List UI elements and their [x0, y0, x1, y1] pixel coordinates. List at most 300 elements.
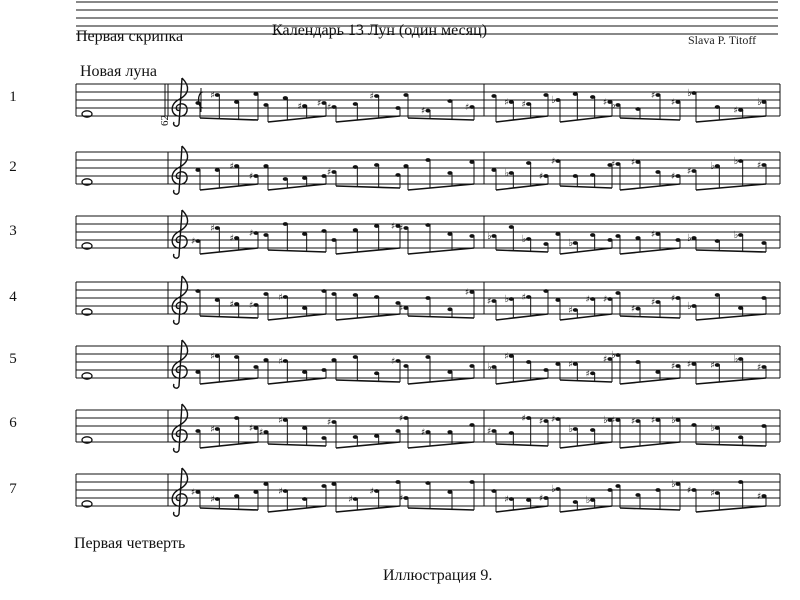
treble-clef-icon — [172, 340, 187, 388]
note-beam — [696, 184, 766, 190]
note-beam — [336, 248, 400, 254]
note-head — [195, 289, 200, 293]
note-head — [215, 427, 220, 431]
sharp-icon: ♯ — [611, 160, 616, 170]
note-head — [607, 488, 612, 492]
note-head — [395, 359, 400, 363]
note-head — [321, 289, 326, 293]
flat-icon: ♭ — [568, 424, 574, 435]
note-head — [215, 354, 220, 358]
treble-clef-icon — [172, 276, 187, 324]
note-head — [253, 490, 258, 494]
flat-icon: ♭ — [585, 495, 591, 506]
note-head — [469, 290, 474, 294]
note-head — [283, 359, 288, 363]
note-head — [469, 423, 474, 427]
sharp-icon: ♯ — [210, 352, 215, 362]
note-head — [321, 436, 326, 440]
note-head — [425, 430, 430, 434]
note-beam — [408, 316, 474, 318]
note-head — [447, 307, 452, 311]
note-head — [691, 236, 696, 240]
note-head — [590, 371, 595, 375]
note-head — [675, 238, 680, 242]
sharp-icon: ♯ — [465, 103, 470, 113]
note-head — [331, 482, 336, 486]
note-head — [691, 488, 696, 492]
sharp-icon: ♯ — [399, 224, 404, 234]
note-head — [761, 296, 766, 300]
note-head — [283, 96, 288, 100]
note-beam — [336, 442, 400, 448]
note-head — [555, 487, 560, 491]
sharp-icon: ♯ — [651, 298, 656, 308]
note-head — [403, 306, 408, 310]
sharp-icon: ♯ — [391, 222, 396, 232]
note-beam — [496, 378, 548, 384]
note-head — [526, 416, 531, 420]
note-head — [302, 232, 307, 236]
note-beam — [620, 378, 680, 384]
sharp-icon: ♯ — [210, 425, 215, 435]
sharp-icon: ♯ — [671, 362, 676, 372]
flat-icon: ♭ — [733, 230, 739, 241]
note-head — [573, 241, 578, 245]
note-head — [761, 424, 766, 428]
note-head — [302, 306, 307, 310]
note-head — [526, 161, 531, 165]
note-head — [253, 174, 258, 178]
note-head — [615, 291, 620, 295]
note-head — [425, 481, 430, 485]
sharp-icon: ♯ — [631, 158, 636, 168]
note-head — [302, 497, 307, 501]
note-head — [215, 168, 220, 172]
note-beam — [560, 380, 612, 382]
sharp-icon: ♯ — [603, 98, 608, 108]
sharp-icon: ♯ — [631, 417, 636, 427]
note-head — [675, 174, 680, 178]
sharp-icon: ♯ — [603, 355, 608, 365]
note-head — [447, 370, 452, 374]
sharp-icon: ♯ — [278, 416, 283, 426]
note-beam — [408, 248, 474, 254]
note-beam — [620, 442, 680, 448]
row-number: 5 — [9, 351, 17, 367]
note-head — [283, 222, 288, 226]
sharp-icon: ♯ — [585, 295, 591, 305]
sharp-icon: ♯ — [191, 237, 196, 247]
sharp-icon: ♯ — [551, 415, 556, 425]
sharp-icon: ♯ — [551, 157, 556, 167]
note-head — [573, 427, 578, 431]
note-head — [509, 297, 514, 301]
note-head — [590, 428, 595, 432]
note-head — [302, 176, 307, 180]
flat-icon: ♭ — [551, 484, 556, 495]
instrument-part-label: Первая скрипка — [76, 28, 184, 45]
sharp-icon: ♯ — [757, 363, 762, 373]
sharp-icon: ♯ — [229, 300, 235, 310]
note-head — [509, 171, 514, 175]
sharp-icon: ♯ — [229, 162, 235, 172]
sharp-icon: ♯ — [687, 167, 692, 177]
flat-icon: ♭ — [687, 301, 692, 312]
sharp-icon: ♯ — [421, 428, 426, 438]
note-head — [691, 423, 696, 427]
note-beam — [200, 442, 258, 448]
flat-icon: ♭ — [687, 233, 692, 244]
moon-phase-label-top: Новая луна — [80, 63, 158, 80]
note-head — [615, 234, 620, 238]
sharp-icon: ♯ — [249, 424, 254, 434]
sharp-icon: ♯ — [210, 224, 215, 234]
note-head — [195, 370, 200, 374]
note-head — [353, 165, 358, 169]
sharp-icon: ♯ — [671, 294, 676, 304]
sharp-icon: ♯ — [733, 106, 739, 116]
author-name: Slava P. Titoff — [688, 33, 757, 47]
treble-clef-icon — [172, 146, 187, 194]
note-head — [555, 417, 560, 421]
note-head — [573, 362, 578, 366]
note-head — [321, 229, 326, 233]
note-head — [691, 362, 696, 366]
sharp-icon: ♯ — [611, 416, 616, 426]
note-head — [195, 239, 200, 243]
note-head — [353, 102, 358, 106]
note-head — [395, 106, 400, 110]
note-beam — [268, 250, 326, 252]
note-head — [353, 228, 358, 232]
note-head — [234, 100, 239, 104]
note-beam — [408, 508, 474, 510]
figure-caption: Иллюстрация 9. — [383, 567, 493, 584]
note-beam — [620, 316, 680, 318]
note-head — [321, 174, 326, 178]
sharp-icon: ♯ — [259, 428, 264, 438]
note-head — [253, 303, 258, 307]
sharp-icon: ♯ — [687, 360, 692, 370]
note-head — [215, 298, 220, 302]
note-head — [543, 174, 548, 178]
flat-icon: ♭ — [521, 234, 527, 245]
sharp-icon: ♯ — [421, 106, 426, 117]
note-head — [403, 164, 408, 168]
note-beam — [560, 506, 612, 512]
note-head — [321, 101, 326, 105]
note-beam — [268, 506, 326, 512]
note-head — [253, 426, 258, 430]
note-head — [715, 105, 720, 109]
note-head — [573, 174, 578, 178]
note-head — [234, 355, 239, 359]
flat-icon: ♭ — [504, 294, 510, 305]
note-head — [215, 93, 220, 97]
note-head — [761, 365, 766, 369]
note-head — [374, 224, 379, 228]
note-head — [263, 358, 268, 362]
note-head — [253, 92, 258, 96]
note-head — [555, 362, 560, 366]
note-head — [447, 232, 452, 236]
note-head — [555, 159, 560, 163]
note-head — [263, 430, 268, 434]
note-head — [353, 355, 358, 359]
sharp-icon: ♯ — [327, 103, 332, 113]
moon-phase-label-bottom: Первая четверть — [74, 535, 186, 552]
note-head — [302, 426, 307, 430]
note-head — [526, 102, 531, 106]
note-head — [655, 370, 660, 374]
sharp-icon: ♯ — [297, 102, 303, 112]
note-head — [615, 484, 620, 488]
note-head — [715, 239, 720, 243]
note-head — [469, 234, 474, 238]
note-beam — [268, 378, 326, 384]
note-head — [655, 418, 660, 422]
note-head — [395, 429, 400, 433]
note-head — [655, 488, 660, 492]
sharp-icon: ♯ — [539, 417, 544, 427]
note-head — [509, 225, 514, 229]
note-beam — [496, 250, 548, 252]
sharp-icon: ♯ — [710, 489, 715, 499]
note-head — [738, 233, 743, 237]
note-head — [615, 162, 620, 166]
flat-icon: ♭ — [687, 88, 692, 99]
note-head — [761, 494, 766, 498]
sharp-icon: ♯ — [687, 486, 692, 496]
note-head — [447, 171, 452, 175]
sharp-icon: ♯ — [229, 234, 235, 244]
note-beam — [200, 184, 258, 190]
note-head — [374, 163, 379, 167]
note-head — [374, 371, 379, 375]
note-head — [590, 233, 595, 237]
note-beam — [560, 116, 612, 122]
sharp-icon: ♯ — [399, 304, 404, 314]
note-head — [635, 107, 640, 111]
sharp-icon: ♯ — [399, 494, 404, 504]
note-beam — [268, 116, 326, 122]
note-beam — [200, 118, 258, 120]
note-head — [655, 170, 660, 174]
sharp-icon: ♯ — [539, 172, 544, 182]
note-beam — [696, 116, 766, 122]
sharp-icon: ♯ — [278, 357, 283, 367]
note-beam — [620, 508, 680, 510]
note-head — [543, 368, 548, 372]
sharp-icon: ♯ — [278, 487, 283, 497]
note-head — [607, 297, 612, 301]
note-head — [738, 435, 743, 439]
note-head — [761, 241, 766, 245]
note-head — [469, 480, 474, 484]
note-beam — [200, 316, 258, 318]
note-head — [655, 300, 660, 304]
sharp-icon: ♯ — [651, 230, 656, 240]
note-head — [738, 357, 743, 361]
note-head — [543, 496, 548, 500]
note-beam — [496, 314, 548, 320]
note-beam — [496, 444, 548, 446]
note-head — [234, 494, 239, 498]
sharp-icon: ♯ — [369, 487, 375, 497]
note-head — [403, 496, 408, 500]
note-beam — [336, 116, 400, 122]
note-head — [491, 234, 496, 238]
sharp-icon: ♯ — [249, 301, 254, 311]
flat-icon: ♭ — [733, 156, 739, 167]
note-head — [425, 296, 430, 300]
note-head — [675, 418, 680, 422]
note-head — [526, 498, 531, 502]
sharp-icon: ♯ — [671, 98, 676, 108]
note-beam — [268, 314, 326, 320]
note-head — [509, 497, 514, 501]
note-head — [635, 307, 640, 311]
note-head — [526, 237, 531, 241]
sharp-icon: ♯ — [191, 488, 196, 498]
note-head — [573, 500, 578, 504]
note-head — [590, 95, 595, 99]
note-head — [675, 482, 680, 486]
row-number: 1 — [9, 89, 17, 105]
note-head — [691, 304, 696, 308]
note-head — [573, 92, 578, 96]
note-head — [526, 360, 531, 364]
sharp-icon: ♯ — [249, 172, 254, 182]
note-head — [425, 355, 430, 359]
treble-clef-icon — [172, 404, 187, 452]
note-head — [215, 226, 220, 230]
note-head — [374, 295, 379, 299]
flat-icon: ♭ — [611, 100, 616, 111]
row-number: 4 — [9, 289, 17, 305]
note-head — [491, 365, 496, 369]
sharp-icon: ♯ — [568, 360, 573, 370]
sharp-icon: ♯ — [521, 414, 527, 424]
note-head — [738, 159, 743, 163]
flat-icon: ♭ — [710, 161, 716, 172]
note-head — [353, 497, 358, 501]
note-head — [615, 103, 620, 107]
note-beam — [696, 314, 766, 320]
note-head — [715, 426, 720, 430]
note-head — [331, 238, 336, 242]
sharp-icon: ♯ — [631, 304, 636, 315]
flat-icon: ♭ — [487, 231, 492, 242]
note-head — [263, 482, 268, 486]
note-head — [331, 105, 336, 109]
flat-icon: ♭ — [671, 415, 676, 426]
note-head — [526, 295, 531, 299]
note-head — [509, 354, 514, 358]
note-beam — [620, 184, 680, 190]
note-head — [321, 368, 326, 372]
note-head — [195, 168, 200, 172]
note-head — [555, 232, 560, 236]
note-head — [615, 353, 620, 357]
note-head — [635, 493, 640, 497]
note-head — [615, 418, 620, 422]
note-head — [738, 108, 743, 112]
note-head — [321, 484, 326, 488]
note-head — [543, 289, 548, 293]
note-head — [491, 299, 496, 303]
note-head — [543, 93, 548, 97]
note-head — [715, 164, 720, 168]
note-head — [283, 418, 288, 422]
note-head — [195, 490, 200, 494]
treble-clef-icon — [172, 78, 187, 126]
sharp-icon: ♯ — [504, 495, 509, 505]
flat-icon: ♭ — [568, 238, 574, 249]
note-head — [655, 232, 660, 236]
note-head — [195, 101, 200, 105]
sharp-icon: ♯ — [521, 293, 527, 303]
note-head — [195, 429, 200, 433]
note-head — [447, 430, 452, 434]
note-head — [675, 100, 680, 104]
note-beam — [336, 506, 400, 512]
sharp-icon: ♯ — [603, 295, 608, 305]
flat-icon: ♭ — [671, 479, 676, 490]
note-head — [234, 164, 239, 168]
sharp-icon: ♯ — [585, 369, 591, 380]
sharp-icon: ♯ — [327, 418, 332, 428]
note-head — [715, 363, 720, 367]
sharp-icon: ♯ — [504, 98, 509, 108]
sharp-icon: ♯ — [671, 172, 676, 182]
note-beam — [560, 442, 612, 448]
note-head — [691, 169, 696, 173]
note-head — [253, 365, 258, 369]
note-head — [215, 497, 220, 501]
note-head — [263, 103, 268, 107]
note-head — [491, 94, 496, 98]
note-head — [425, 158, 430, 162]
sharp-icon: ♯ — [487, 297, 492, 307]
sharp-icon: ♯ — [327, 168, 332, 178]
note-beam — [200, 378, 258, 384]
note-head — [253, 231, 258, 235]
sharp-icon: ♯ — [369, 92, 375, 102]
sharp-icon: ♯ — [757, 161, 762, 171]
note-head — [395, 173, 400, 177]
sharp-icon: ♯ — [278, 293, 283, 303]
row-number: 7 — [9, 481, 17, 497]
note-head — [447, 99, 452, 103]
note-head — [263, 292, 268, 296]
note-head — [234, 302, 239, 306]
treble-clef-icon — [172, 468, 187, 516]
note-beam — [336, 380, 400, 382]
note-head — [469, 105, 474, 109]
note-head — [543, 419, 548, 423]
note-head — [491, 168, 496, 172]
note-head — [374, 489, 379, 493]
note-head — [590, 498, 595, 502]
note-head — [234, 416, 239, 420]
note-head — [302, 370, 307, 374]
note-head — [675, 364, 680, 368]
note-head — [331, 170, 336, 174]
flat-icon: ♭ — [611, 350, 616, 361]
sharp-icon: ♯ — [487, 427, 492, 437]
note-head — [283, 295, 288, 299]
